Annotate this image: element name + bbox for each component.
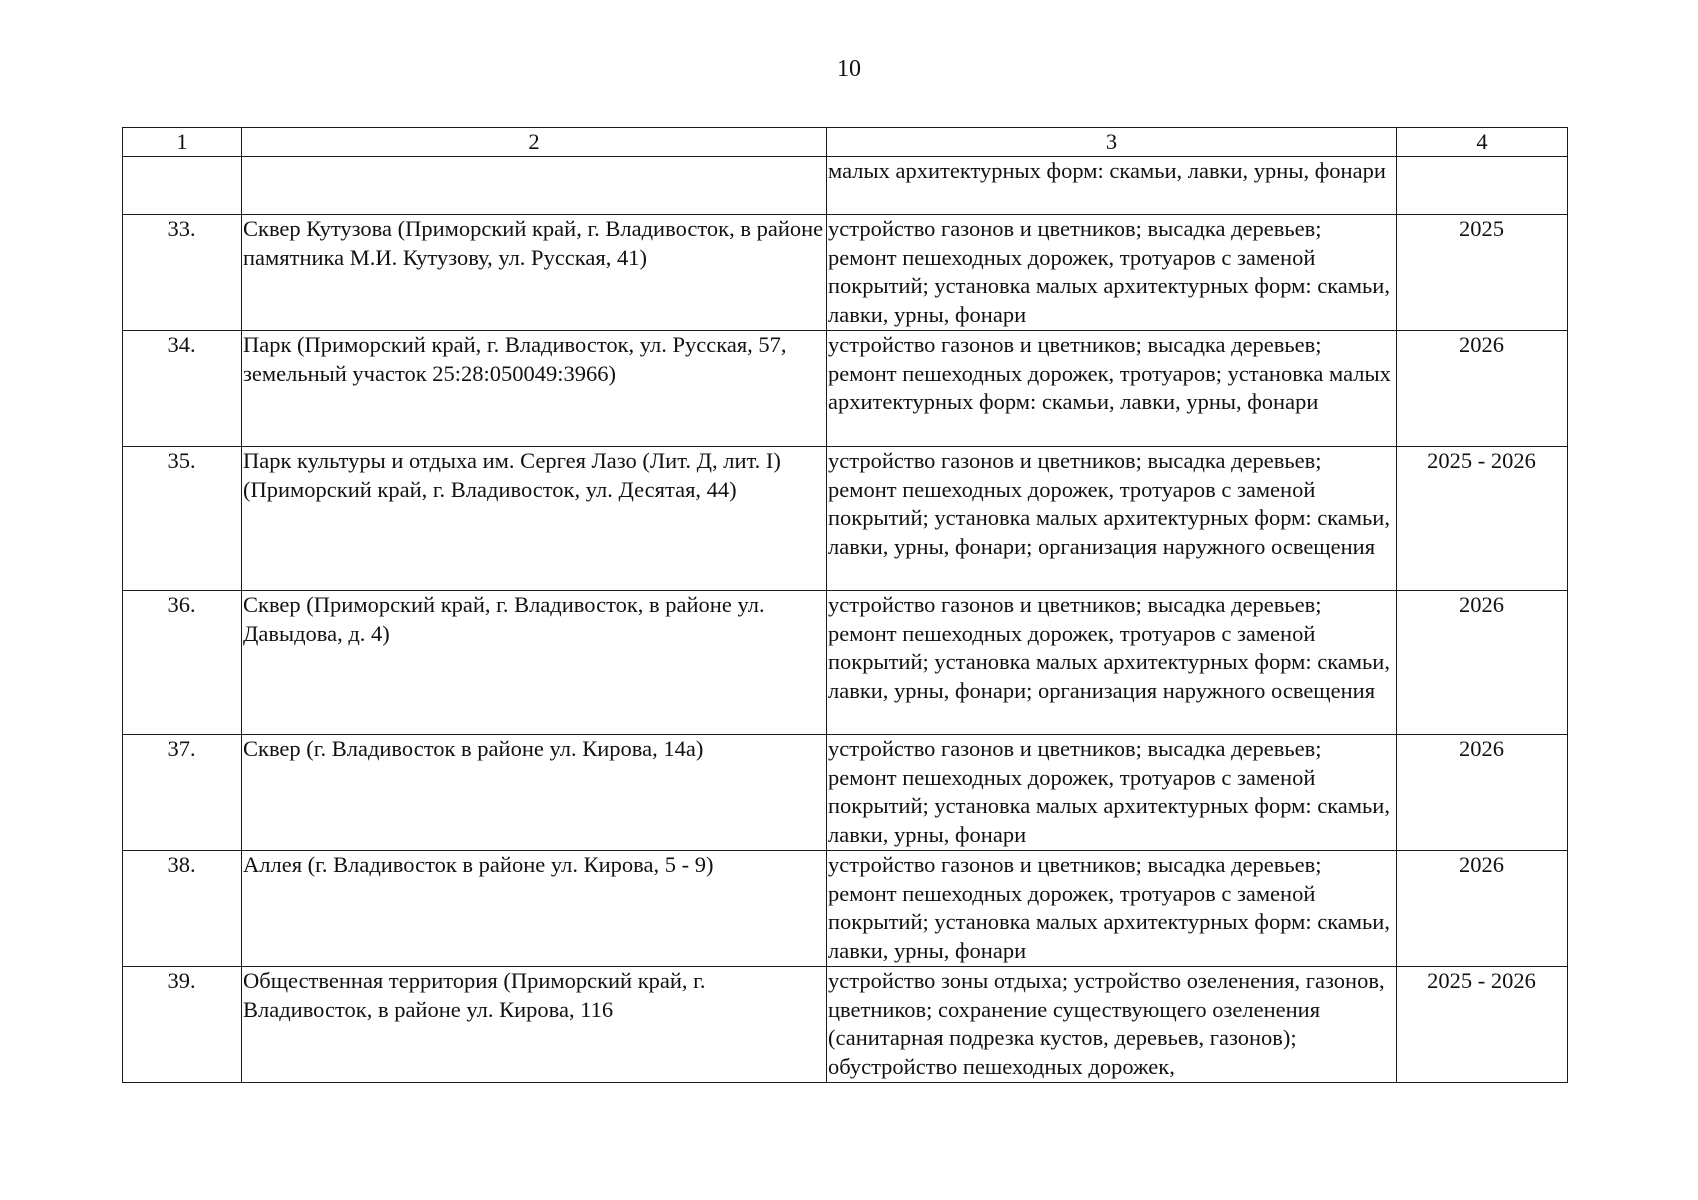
table-row-continuation xyxy=(123,157,1568,215)
object-name-cell xyxy=(242,157,827,215)
row-number-cell: 35. xyxy=(123,447,242,591)
row-number-cell: 38. xyxy=(123,851,242,967)
column-header-1: 1 xyxy=(123,128,242,157)
works-cell: устройство газонов и цветников; высадка деревьев; ремонт пешеходных дорожек, тротуаров; установка малых архитектурных форм: скамьи, лавки, урны, фонари xyxy=(827,331,1397,447)
table-row xyxy=(123,331,1568,447)
row-number-cell: 36. xyxy=(123,591,242,735)
works-cell: устройство газонов и цветников; высадка деревьев; ремонт пешеходных дорожек, тротуаров с заменой покрытий; установка малых архитектурных форм: скамьи, лавки, урны, фонари; организация наружного освещения xyxy=(827,591,1397,735)
object-name-cell: Парк (Приморский край, г. Владивосток, ул. Русская, 57, земельный участок 25:28:050049:3966) xyxy=(242,331,827,447)
object-name-cell: Общественная территория (Приморский край, г. Владивосток, в районе ул. Кирова, 116 xyxy=(242,967,827,1083)
works-cell: устройство газонов и цветников; высадка деревьев; ремонт пешеходных дорожек, тротуаров с заменой покрытий; установка малых архитектурных форм: скамьи, лавки, урны, фонари xyxy=(827,735,1397,851)
table-header-row xyxy=(123,128,1568,157)
works-cell: устройство газонов и цветников; высадка деревьев; ремонт пешеходных дорожек, тротуаров с заменой покрытий; установка малых архитектурных форм: скамьи, лавки, урны, фонари; организация наружного освещения xyxy=(827,447,1397,591)
year-cell: 2025 - 2026 xyxy=(1397,967,1568,1083)
object-name-cell: Парк культуры и отдыха им. Сергея Лазо (Лит. Д, лит. I) (Приморский край, г. Владивосток, ул. Десятая, 44) xyxy=(242,447,827,591)
row-number-cell: 34. xyxy=(123,331,242,447)
table-row xyxy=(123,851,1568,967)
table-row xyxy=(123,447,1568,591)
works-cell: устройство газонов и цветников; высадка деревьев; ремонт пешеходных дорожек, тротуаров с заменой покрытий; установка малых архитектурных форм: скамьи, лавки, урны, фонари xyxy=(827,215,1397,331)
works-cell: устройство зоны отдыха; устройство озеленения, газонов, цветников; сохранение существующего озеленения (санитарная подрезка кустов, деревьев, газонов); обустройство пешеходных дорожек, xyxy=(827,967,1397,1083)
works-cell: устройство газонов и цветников; высадка деревьев; ремонт пешеходных дорожек, тротуаров с заменой покрытий; установка малых архитектурных форм: скамьи, лавки, урны, фонари xyxy=(827,851,1397,967)
table-row xyxy=(123,215,1568,331)
object-name-cell: Сквер (г. Владивосток в районе ул. Кирова, 14а) xyxy=(242,735,827,851)
column-header-3: 3 xyxy=(827,128,1397,157)
row-number-cell: 39. xyxy=(123,967,242,1083)
page-number: 10 xyxy=(837,56,861,82)
object-name-cell: Аллея (г. Владивосток в районе ул. Кирова, 5 - 9) xyxy=(242,851,827,967)
row-number-cell: 37. xyxy=(123,735,242,851)
row-number-cell: 33. xyxy=(123,215,242,331)
year-cell xyxy=(1397,157,1568,215)
object-name-cell: Сквер (Приморский край, г. Владивосток, в районе ул. Давыдова, д. 4) xyxy=(242,591,827,735)
year-cell: 2026 xyxy=(1397,735,1568,851)
year-cell: 2026 xyxy=(1397,331,1568,447)
column-header-4: 4 xyxy=(1397,128,1568,157)
table-row xyxy=(123,735,1568,851)
year-cell: 2026 xyxy=(1397,851,1568,967)
object-name-cell: Сквер Кутузова (Приморский край, г. Владивосток, в районе памятника М.И. Кутузову, ул. Русская, 41) xyxy=(242,215,827,331)
year-cell: 2025 xyxy=(1397,215,1568,331)
table-row xyxy=(123,591,1568,735)
row-number-cell xyxy=(123,157,242,215)
year-cell: 2025 - 2026 xyxy=(1397,447,1568,591)
year-cell: 2026 xyxy=(1397,591,1568,735)
works-cell: малых архитектурных форм: скамьи, лавки, урны, фонари xyxy=(827,157,1397,215)
table-row xyxy=(123,967,1568,1083)
works-table xyxy=(122,127,1568,1083)
column-header-2: 2 xyxy=(242,128,827,157)
